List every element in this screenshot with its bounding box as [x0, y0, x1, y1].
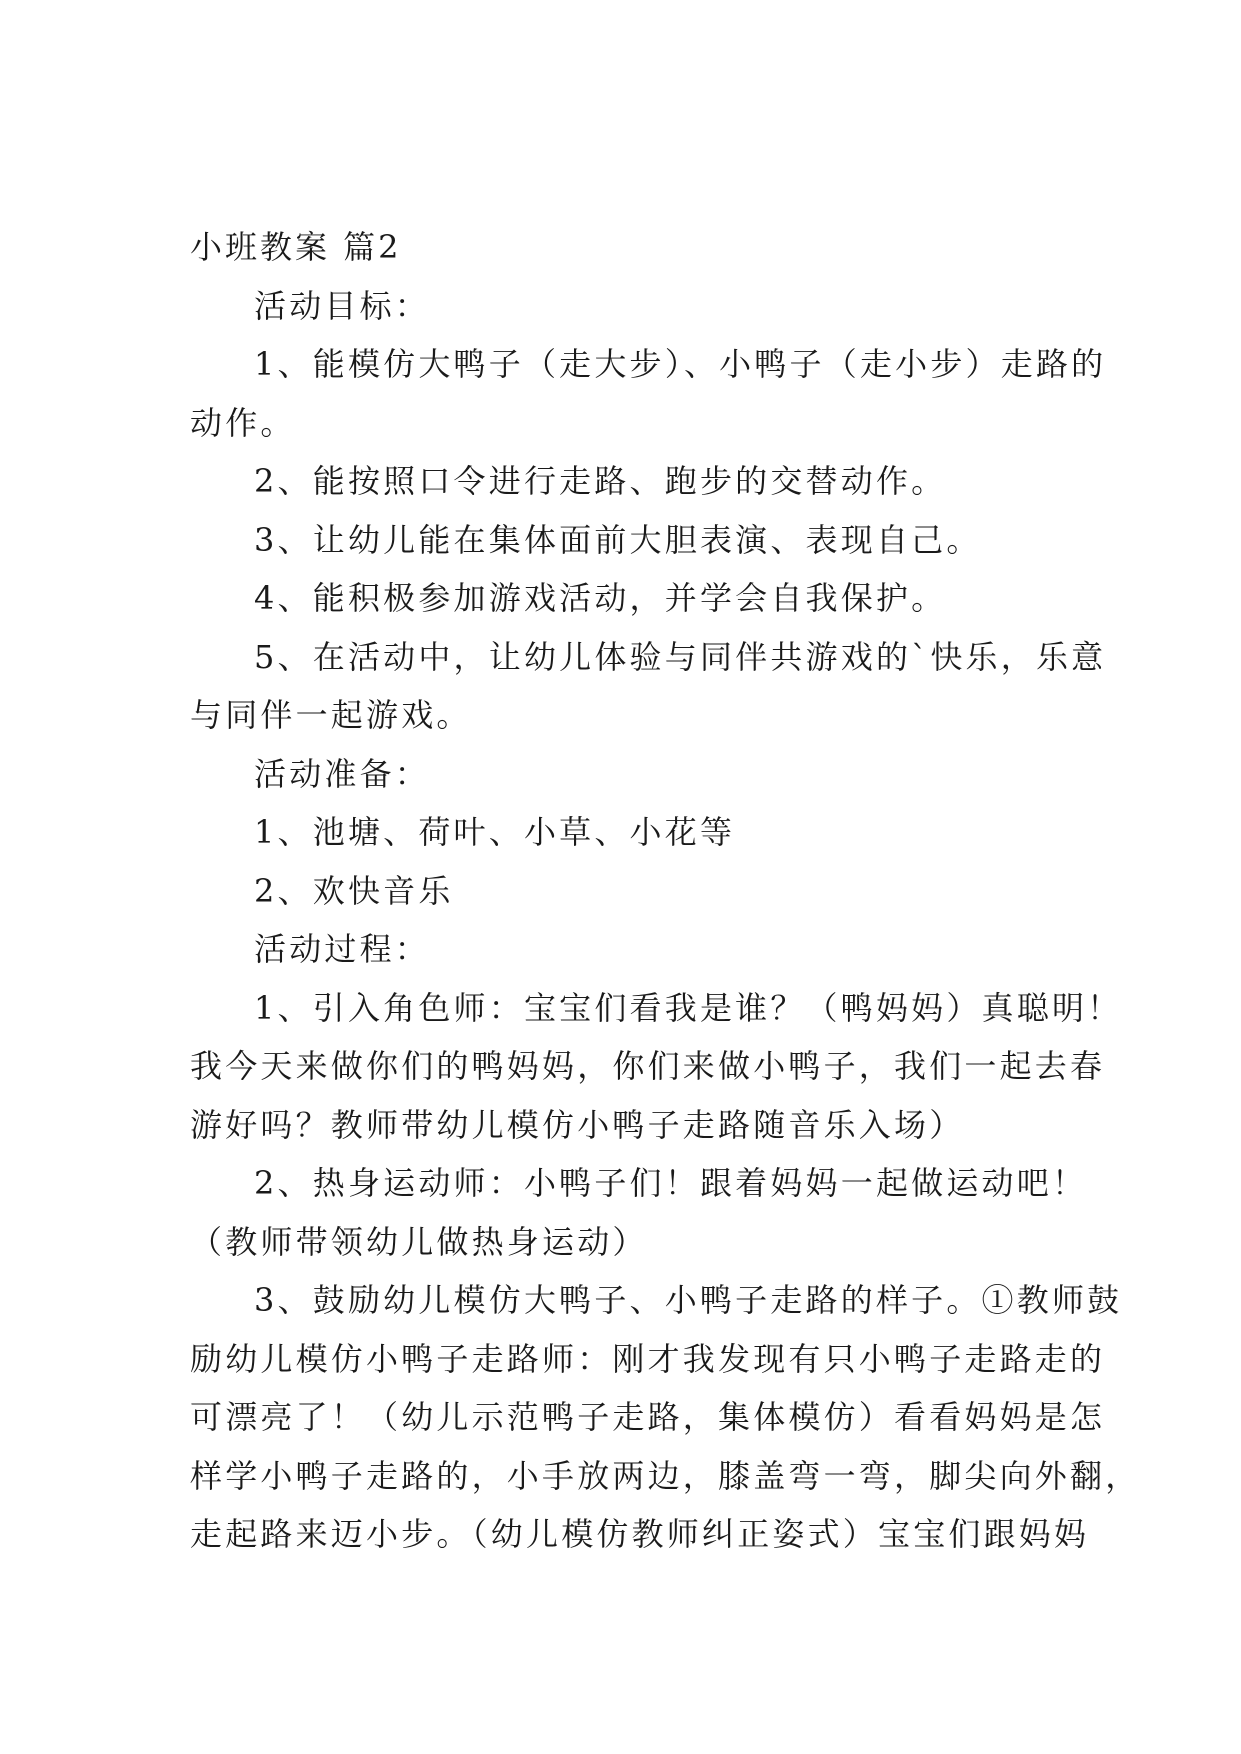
text-line: 活动准备：: [254, 754, 431, 793]
text-line: 游好吗？教师带幼儿模仿小鸭子走路随音乐入场）: [190, 1105, 965, 1144]
text-line: 2、热身运动师：小鸭子们！跟着妈妈一起做运动吧！: [254, 1164, 1088, 1202]
text-line: 1、能模仿大鸭子（走大步）、小鸭子（走小步）走路的: [254, 345, 1107, 383]
text-line: 励幼儿模仿小鸭子走路师：刚才我发现有只小鸭子走路走的: [190, 1339, 1106, 1378]
text-line: 走起路来迈小步。（幼儿模仿教师纠正姿式）宝宝们跟妈妈: [190, 1515, 1090, 1553]
text-line: 样学小鸭子走路的，小手放两边，膝盖弯一弯，脚尖向外翻，: [190, 1456, 1141, 1495]
text-line: （教师带领幼儿做热身运动）: [190, 1222, 648, 1261]
text-line: 5、在活动中，让幼儿体验与同伴共游戏的`快乐，乐意: [254, 637, 1107, 676]
text-line: 1、引入角色师：宝宝们看我是谁？（鸭妈妈）真聪明！: [254, 988, 1123, 1027]
paragraph-lines: [190, 277, 1141, 1564]
document-body: [190, 218, 1141, 1564]
document-title: 小班教案 篇2: [190, 228, 402, 266]
text-line: 可漂亮了！（幼儿示范鸭子走路，集体模仿）看看妈妈是怎: [190, 1398, 1106, 1436]
text-line: 3、让幼儿能在集体面前大胆表演、表现自己。: [254, 520, 982, 559]
text-line: 1、池塘、荷叶、小草、小花等: [254, 813, 736, 851]
text-line: 与同伴一起游戏。: [190, 696, 472, 734]
text-line: 2、能按照口令进行走路、跑步的交替动作。: [254, 462, 947, 500]
text-line: 3、鼓励幼儿模仿大鸭子、小鸭子走路的样子。①教师鼓: [254, 1281, 1123, 1319]
text-line: 动作。: [190, 403, 296, 442]
text-line: 活动过程：: [254, 930, 431, 968]
text-line: 4、能积极参加游戏活动，并学会自我保护。: [254, 579, 947, 617]
text-line: 2、欢快音乐: [254, 871, 454, 910]
text-line: 我今天来做你们的鸭妈妈，你们来做小鸭子，我们一起去春: [190, 1047, 1106, 1085]
text-line: 活动目标：: [254, 286, 431, 325]
